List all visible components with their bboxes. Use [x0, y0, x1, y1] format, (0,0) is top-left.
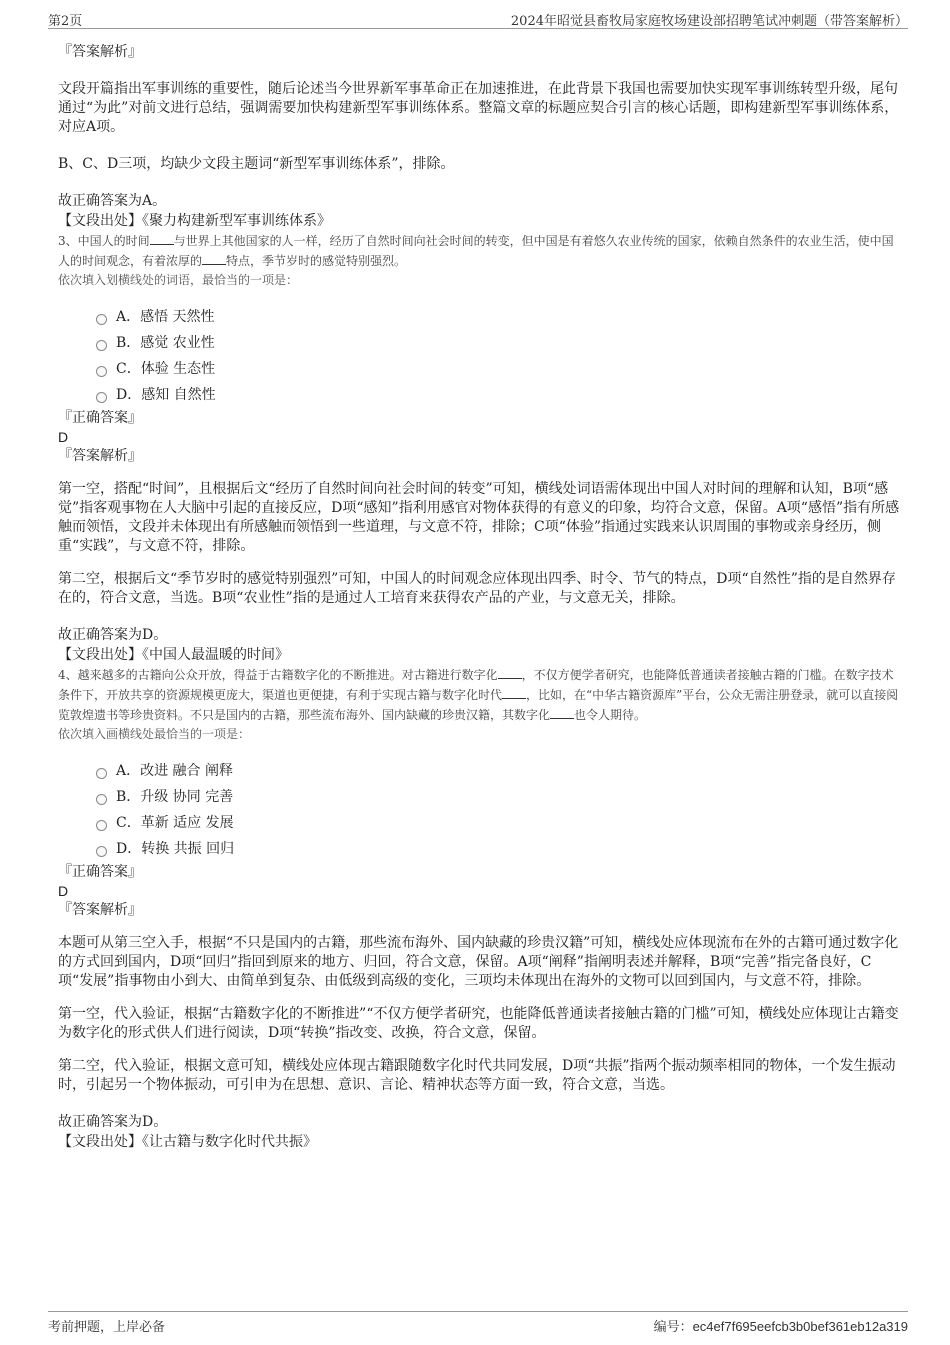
radio-icon[interactable]	[96, 794, 107, 805]
q4-instruction: 依次填入画横线处最恰当的一项是：	[58, 727, 251, 741]
q4-option-a-label: A．改进 融合 阐释	[116, 763, 234, 779]
main-content	[58, 42, 903, 1152]
q4-correct-answer: D	[58, 883, 69, 899]
q3-blank-1	[150, 232, 174, 245]
q3-options	[96, 304, 903, 408]
q4-blank-3	[550, 706, 574, 719]
q4-blank-1	[498, 666, 522, 679]
q4-option-c[interactable]	[96, 810, 903, 836]
q4-stem-part3: ，比如，在“中华古籍资源库”平台，公众无需注册登录，就可以直接阅览敦煌遗书等珍贵资料。不只是国内的古籍，那些流布海外、国内缺藏的珍贵汉籍，其数字化	[58, 688, 899, 722]
q3-analysis-para2: 第二空，根据后文“季节岁时的感觉特别强烈”可知，中国人的时间观念应体现出四季、时令、节气的特点，D项“自然性”指的是自然界存在的，符合文意，当选。B项“农业性”指的是通过人工培育来获得农产品的产业，与文意无关，排除。	[58, 571, 896, 606]
q3-analysis-para1: 第一空，搭配“时间”，且根据后文“经历了自然时间向社会时间的转变”可知，横线处词语需体现出中国人对时间的理解和认知，B项“感觉”指客观事物在人大脑中引起的直接反应，D项“感知”指利用感官对物体获得的有意义的印象，均符合文意，保留。A项“感悟”指有所感触而领悟，文段并未体现出有所感触而领悟到一些道理，与文意不符，排除；C项“体验”指通过实践来认识周围的事物或亲身经历，侧重“实践”，与文意不符，排除。	[58, 481, 900, 554]
q4-blank-2	[502, 686, 526, 699]
q3-option-a[interactable]	[96, 304, 903, 330]
q3-option-c[interactable]	[96, 356, 903, 382]
q3-option-d[interactable]	[96, 382, 903, 408]
radio-icon[interactable]	[96, 768, 107, 779]
q4-analysis-para4: 故正确答案为D。	[58, 1114, 168, 1130]
q3-stem-part1: 3、中国人的时间	[58, 234, 150, 248]
q3-correct-label: 『正确答案』	[58, 410, 142, 426]
q4-option-d-label: D．转换 共振 回归	[116, 841, 235, 857]
q3-source: 【文段出处】《中国人最温暖的时间》	[58, 647, 289, 663]
q3-option-c-label: C．体验 生态性	[116, 361, 216, 377]
q3-option-b-label: B．感觉 农业性	[116, 335, 215, 351]
q4-stem	[58, 665, 903, 725]
q2-analysis-label: 『答案解析』	[58, 44, 142, 60]
q2-source: 【文段出处】《聚力构建新型军事训练体系》	[58, 213, 331, 229]
q4-option-d[interactable]	[96, 836, 903, 862]
page-footer	[48, 1311, 908, 1342]
q4-options	[96, 758, 903, 862]
q3-analysis-para3: 故正确答案为D。	[58, 627, 168, 643]
document-id: 编号：ec4ef7f695eefcb3b0bef361eb12a319	[653, 1319, 908, 1334]
q4-stem-part4: 也令人期待。	[574, 708, 647, 722]
q4-analysis-para3: 第二空，代入验证，根据文意可知，横线处应体现古籍跟随数字化时代共同发展，D项“共振”指两个振动频率相同的物体，一个发生振动时，引起另一个物体振动，可引申为在思想、意识、言论、精神状态等方面一致，符合文意，当选。	[58, 1058, 896, 1093]
q3-stem	[58, 231, 903, 271]
q3-option-a-label: A．感悟 天然性	[116, 309, 215, 325]
q3-option-d-label: D．感知 自然性	[116, 387, 216, 403]
q3-blank-2	[202, 252, 226, 265]
q4-option-c-label: C．革新 适应 发展	[116, 815, 234, 831]
q4-stem-part1: 4、越来越多的古籍向公众开放，得益于古籍数字化的不断推进。对古籍进行数字化	[58, 668, 498, 682]
q3-stem-part3: 特点，季节岁时的感觉特别强烈。	[226, 254, 407, 268]
q4-option-a[interactable]	[96, 758, 903, 784]
q4-stem-part2: ，不仅方便学者研究，也能降低普通读者接触古籍的门槛。在数字技术条件下，开放共享的资源规模更庞大，渠道也更便捷，有利于实现古籍与数字化时代	[58, 668, 894, 702]
radio-icon[interactable]	[96, 340, 107, 351]
radio-icon[interactable]	[96, 314, 107, 325]
q4-analysis-para2: 第一空，代入验证，根据“古籍数字化的不断推进”“不仅方便学者研究，也能降低普通读者接触古籍的门槛”可知，横线处应体现让古籍变为数字化的形式供人们进行阅读，D项“转换”指改变、改换，符合文意，保留。	[58, 1006, 899, 1041]
page-number: 第2页	[48, 14, 83, 29]
radio-icon[interactable]	[96, 366, 107, 377]
document-title: 2024年昭觉县畜牧局家庭牧场建设部招聘笔试冲刺题（带答案解析）	[510, 14, 908, 29]
radio-icon[interactable]	[96, 392, 107, 403]
footer-slogan: 考前押题，上岸必备	[48, 1320, 166, 1335]
page-header	[48, 8, 908, 29]
radio-icon[interactable]	[96, 820, 107, 831]
q4-source: 【文段出处】《让古籍与数字化时代共振》	[58, 1134, 317, 1150]
q3-correct-answer: D	[58, 429, 69, 445]
q3-instruction: 依次填入划横线处的词语，最恰当的一项是：	[58, 273, 299, 287]
q3-analysis-label: 『答案解析』	[58, 448, 142, 464]
q4-analysis-label: 『答案解析』	[58, 902, 142, 918]
q2-analysis-para2: B、C、D三项，均缺少文段主题词“新型军事训练体系”，排除。	[58, 156, 455, 172]
radio-icon[interactable]	[96, 846, 107, 857]
q4-option-b[interactable]	[96, 784, 903, 810]
q2-analysis-para3: 故正确答案为A。	[58, 193, 167, 209]
q4-option-b-label: B．升级 协同 完善	[116, 789, 234, 805]
q3-stem-part2: 与世界上其他国家的人一样，经历了自然时间向社会时间的转变，但中国是有着悠久农业传统的国家，依赖自然条件的农业生活，使中国人的时间观念，有着浓厚的	[58, 234, 894, 268]
q4-correct-label: 『正确答案』	[58, 864, 142, 880]
q2-analysis-para1: 文段开篇指出军事训练的重要性，随后论述当今世界新军事革命正在加速推进，在此背景下我国也需要加快实现军事训练转型升级，尾句通过“为此”对前文进行总结，强调需要加快构建新型军事训练体系。整篇文章的标题应契合引言的核心话题，即构建新型军事训练体系，对应A项。	[58, 81, 899, 135]
q4-analysis-para1: 本题可从第三空入手，根据“不只是国内的古籍，那些流布海外、国内缺藏的珍贵汉籍”可知，横线处应体现流布在外的古籍可通过数字化的方式回到国内，D项“回归”指回到原来的地方、归回，符合文意，保留。A项“阐释”指阐明表述并解释，B项“完善”指完备良好，C项“发展”指事物由小到大、由简单到复杂、由低级到高级的变化，三项均未体现出在海外的文物可以回到国内，与文意不符，排除。	[58, 935, 899, 989]
q3-option-b[interactable]	[96, 330, 903, 356]
